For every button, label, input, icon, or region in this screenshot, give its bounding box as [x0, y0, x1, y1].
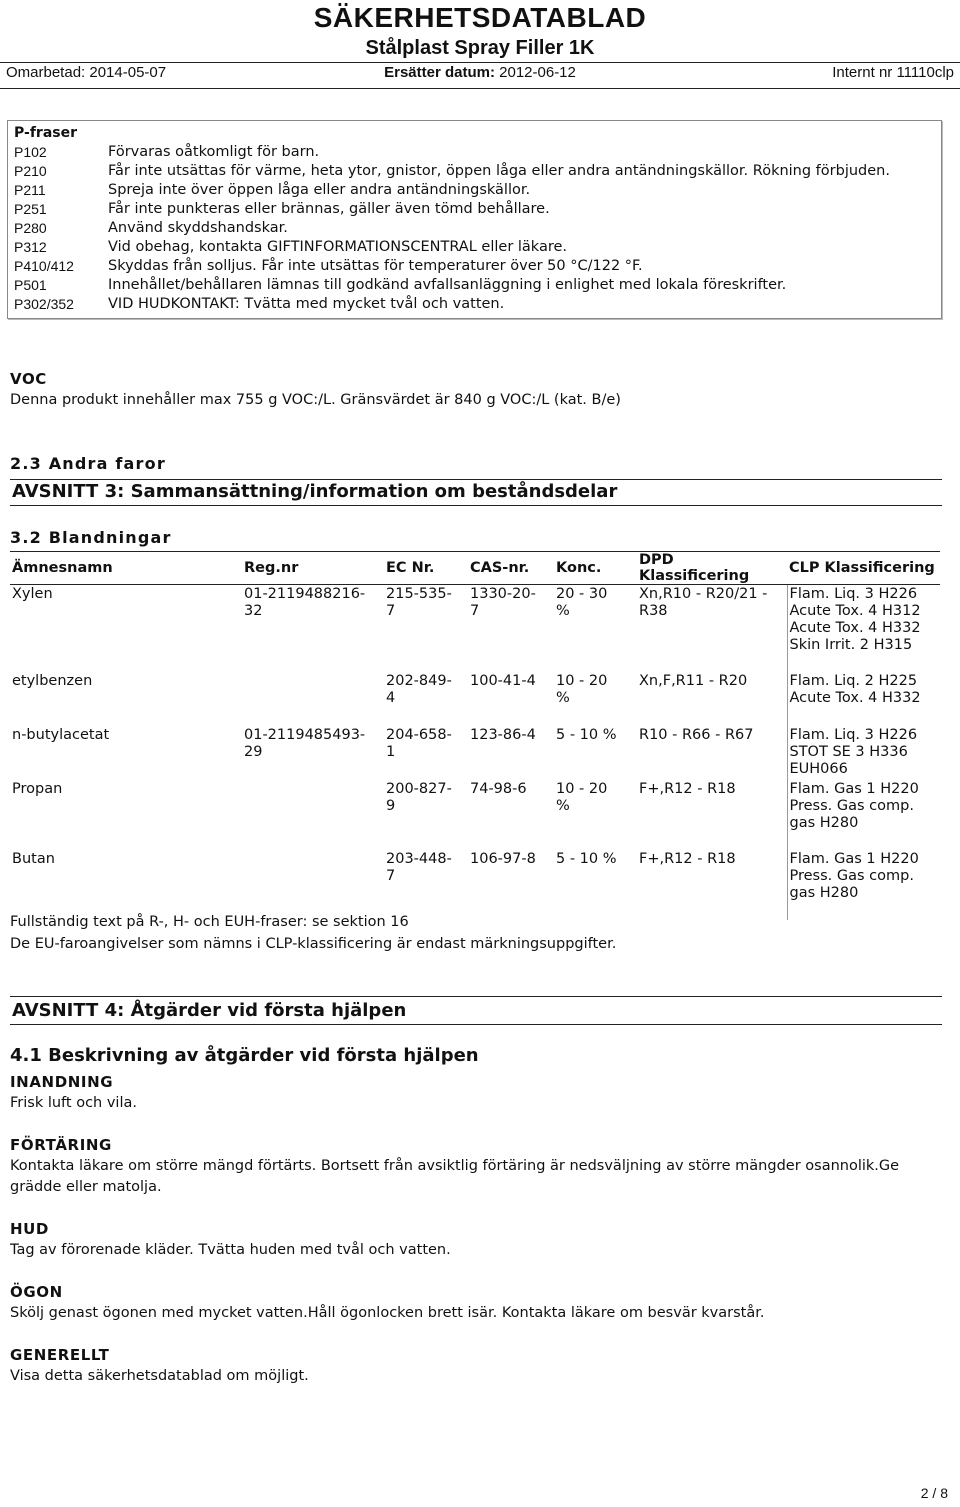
p-phrase-code: P280 — [14, 220, 47, 236]
replaces-date-line — [6, 64, 954, 81]
cell-name: Butan — [12, 850, 55, 867]
p-phrase-row — [8, 238, 941, 257]
first-aid-heading: GENERELLT — [10, 1346, 110, 1364]
composition-body — [10, 585, 940, 920]
cell-reg — [242, 780, 384, 850]
header-meta — [6, 64, 954, 86]
eu-note: De EU-faroangivelser som nämns i CLP-klassificering är endast märkningsuppgifter. — [10, 936, 617, 952]
composition-header-row — [10, 552, 940, 585]
p-phrase-text: Använd skyddshandskar. — [108, 220, 288, 236]
section-2-3-heading: 2.3 Andra faror — [10, 454, 166, 473]
cell-ec: 204-658- 1 — [386, 726, 452, 760]
replaces-date: 2012-06-12 — [499, 64, 576, 81]
cell-konc: 5 - 10 % — [556, 726, 617, 743]
p-phrase-code: P302/352 — [14, 296, 74, 312]
column-header: CLP Klassificering — [787, 552, 940, 585]
cell-name: Xylen — [12, 586, 53, 602]
p-phrase-row — [8, 276, 941, 295]
cell-konc: 10 - 20 % — [556, 780, 608, 814]
section-3-title-block — [10, 479, 942, 509]
cell-dpd: F+,R12 - R18 — [637, 780, 787, 850]
section-4-1-heading: 4.1 Beskrivning av åtgärder vid första hjälpen — [10, 1045, 479, 1066]
cell-clp: Flam. Liq. 3 H226 Acute Tox. 4 H312 Acute Tox. 4 H332 Skin Irrit. 2 H315 — [789, 586, 921, 653]
first-aid-block — [10, 1283, 920, 1324]
cell-name: etylbenzen — [12, 672, 93, 689]
column-header: CAS-nr. — [468, 552, 554, 585]
cell-konc: 20 - 30 % — [556, 586, 608, 619]
cell-clp: Flam. Liq. 2 H225 Acute Tox. 4 H332 — [789, 672, 921, 706]
page-number: 2 / 8 — [920, 1485, 948, 1501]
section-4-title: AVSNITT 4: Åtgärder vid första hjälpen — [12, 1000, 407, 1021]
first-aid-text: Kontakta läkare om större mängd förtärts. Bortsett från avsiktlig förtäring är nedsväljning av större mängder osannolik.Ge grädde eller matolja. — [10, 1158, 900, 1195]
p-phrase-text: Vid obehag, kontakta GIFTINFORMATIONSCENTRAL eller läkare. — [108, 239, 568, 255]
cell-ec: 203-448- 7 — [386, 850, 452, 884]
cell-cas: 74-98-6 — [470, 780, 527, 797]
first-aid-heading: ÖGON — [10, 1283, 63, 1301]
p-phrase-code: P251 — [14, 201, 47, 217]
voc-heading: VOC — [10, 370, 47, 388]
column-header: EC Nr. — [384, 552, 468, 585]
table-row — [10, 850, 940, 920]
first-aid-block — [10, 1136, 920, 1198]
table-row — [10, 726, 940, 780]
cell-dpd: R10 - R66 - R67 — [637, 726, 787, 780]
composition-table — [10, 551, 940, 920]
cell-cas: 100-41-4 — [470, 672, 536, 689]
p-phrase-code: P501 — [14, 277, 47, 293]
p-phrase-row — [8, 181, 941, 200]
first-aid-text: Skölj genast ögonen med mycket vatten.Håll ögonlocken brett isär. Kontakta läkare om besvär kvarstår. — [10, 1305, 765, 1321]
p-phrase-text: Skyddas från solljus. Får inte utsättas för temperaturer över 50 °C/122 °F. — [108, 258, 643, 274]
cell-dpd: Xn,F,R11 - R20 — [637, 672, 787, 726]
product-name: Stålplast Spray Filler 1K — [365, 37, 595, 59]
p-phrase-text: Får inte punkteras eller brännas, gäller även tömd behållare. — [108, 201, 550, 217]
cell-konc: 5 - 10 % — [556, 850, 617, 867]
cell-cas: 106-97-8 — [470, 850, 536, 867]
column-header: Konc. — [554, 552, 637, 585]
section-4-title-block — [10, 996, 942, 1026]
table-row — [10, 585, 940, 672]
cell-clp: Flam. Gas 1 H220 Press. Gas comp. gas H280 — [789, 850, 919, 901]
p-phrase-text: Innehållet/behållaren lämnas till godkänd avfallsanläggning i enlighet med lokala föreskrifter. — [108, 277, 787, 293]
header-rule-top — [0, 62, 960, 63]
first-aid-text: Frisk luft och vila. — [10, 1095, 137, 1111]
p-phrase-code: P410/412 — [14, 258, 74, 274]
cell-ec: 215-535- 7 — [386, 586, 452, 619]
cell-dpd: Xn,R10 - R20/21 - R38 — [637, 585, 787, 672]
cell-reg: 01-2119485493- 29 — [244, 726, 366, 760]
p-phrase-code: P312 — [14, 239, 47, 255]
p-phrase-row — [8, 143, 941, 162]
first-aid-text: Tag av förorenade kläder. Tvätta huden med tvål och vatten. — [10, 1242, 451, 1258]
voc-section — [10, 370, 621, 411]
first-aid-block — [10, 1346, 920, 1387]
table-row — [10, 780, 940, 850]
p-phrase-row — [8, 295, 941, 314]
internal-number: Internt nr 11110clp — [832, 64, 954, 81]
first-aid-text: Visa detta säkerhetsdatablad om möjligt. — [10, 1368, 309, 1384]
cell-cas: 1330-20- 7 — [470, 586, 536, 619]
first-aid-block — [10, 1220, 920, 1261]
p-phrases-list — [8, 143, 941, 314]
p-phrase-text: Får inte utsättas för värme, heta ytor, gnistor, öppen låga eller andra antändningskällor. Rökning förbjuden. — [108, 163, 890, 179]
first-aid-block — [10, 1073, 920, 1114]
revised-date: Omarbetad: 2014-05-07 — [6, 64, 167, 81]
section-3-title: AVSNITT 3: Sammansättning/information om beståndsdelar — [12, 481, 618, 502]
cell-ec: 202-849- 4 — [386, 672, 452, 706]
p-phrase-code: P211 — [14, 182, 46, 198]
p-phrase-row — [8, 200, 941, 219]
p-phrases-heading: P-fraser — [14, 125, 77, 141]
table-row — [10, 672, 940, 726]
cell-clp: Flam. Liq. 3 H226 STOT SE 3 H336 EUH066 — [789, 726, 918, 777]
cell-reg — [242, 672, 384, 726]
p-phrase-text: Förvaras oåtkomligt för barn. — [108, 144, 320, 160]
column-header: Ämnesnamn — [10, 552, 242, 585]
first-aid-heading: HUD — [10, 1220, 49, 1238]
cell-reg — [242, 850, 384, 920]
full-text-note: Fullständig text på R-, H- och EUH-fraser: se sektion 16 — [10, 914, 409, 930]
cell-name: Propan — [12, 780, 63, 797]
cell-name: n-butylacetat — [12, 726, 110, 743]
first-aid-heading: FÖRTÄRING — [10, 1136, 112, 1154]
section-3-2-heading: 3.2 Blandningar — [10, 528, 172, 547]
cell-dpd: F+,R12 - R18 — [637, 850, 787, 920]
p-phrase-row — [8, 162, 941, 181]
p-phrase-text: VID HUDKONTAKT: Tvätta med mycket tvål och vatten. — [108, 296, 505, 312]
column-header: DPD Klassificering — [637, 552, 787, 585]
cell-reg: 01-2119488216- 32 — [244, 586, 366, 619]
first-aid-list — [10, 1073, 920, 1409]
voc-text: Denna produkt innehåller max 755 g VOC:/L. Gränsvärdet är 840 g VOC:/L (kat. B/e) — [10, 392, 621, 408]
cell-cas: 123-86-4 — [470, 726, 536, 743]
cell-ec: 200-827- 9 — [386, 780, 452, 814]
p-phrase-row — [8, 257, 941, 276]
column-header: Reg.nr — [242, 552, 384, 585]
replaces-label: Ersätter datum: — [384, 64, 495, 81]
first-aid-heading: INANDNING — [10, 1073, 114, 1091]
p-phrase-code: P210 — [14, 163, 47, 179]
header-rule-bottom — [0, 88, 960, 89]
p-phrase-code: P102 — [14, 144, 47, 160]
p-phrase-text: Spreja inte över öppen låga eller andra antändningskällor. — [108, 182, 531, 198]
p-phrases-box — [7, 120, 942, 319]
p-phrase-row — [8, 219, 941, 238]
cell-konc: 10 - 20 % — [556, 672, 608, 706]
cell-clp: Flam. Gas 1 H220 Press. Gas comp. gas H280 — [789, 780, 919, 831]
document-title: SÄKERHETSDATABLAD — [313, 2, 647, 33]
